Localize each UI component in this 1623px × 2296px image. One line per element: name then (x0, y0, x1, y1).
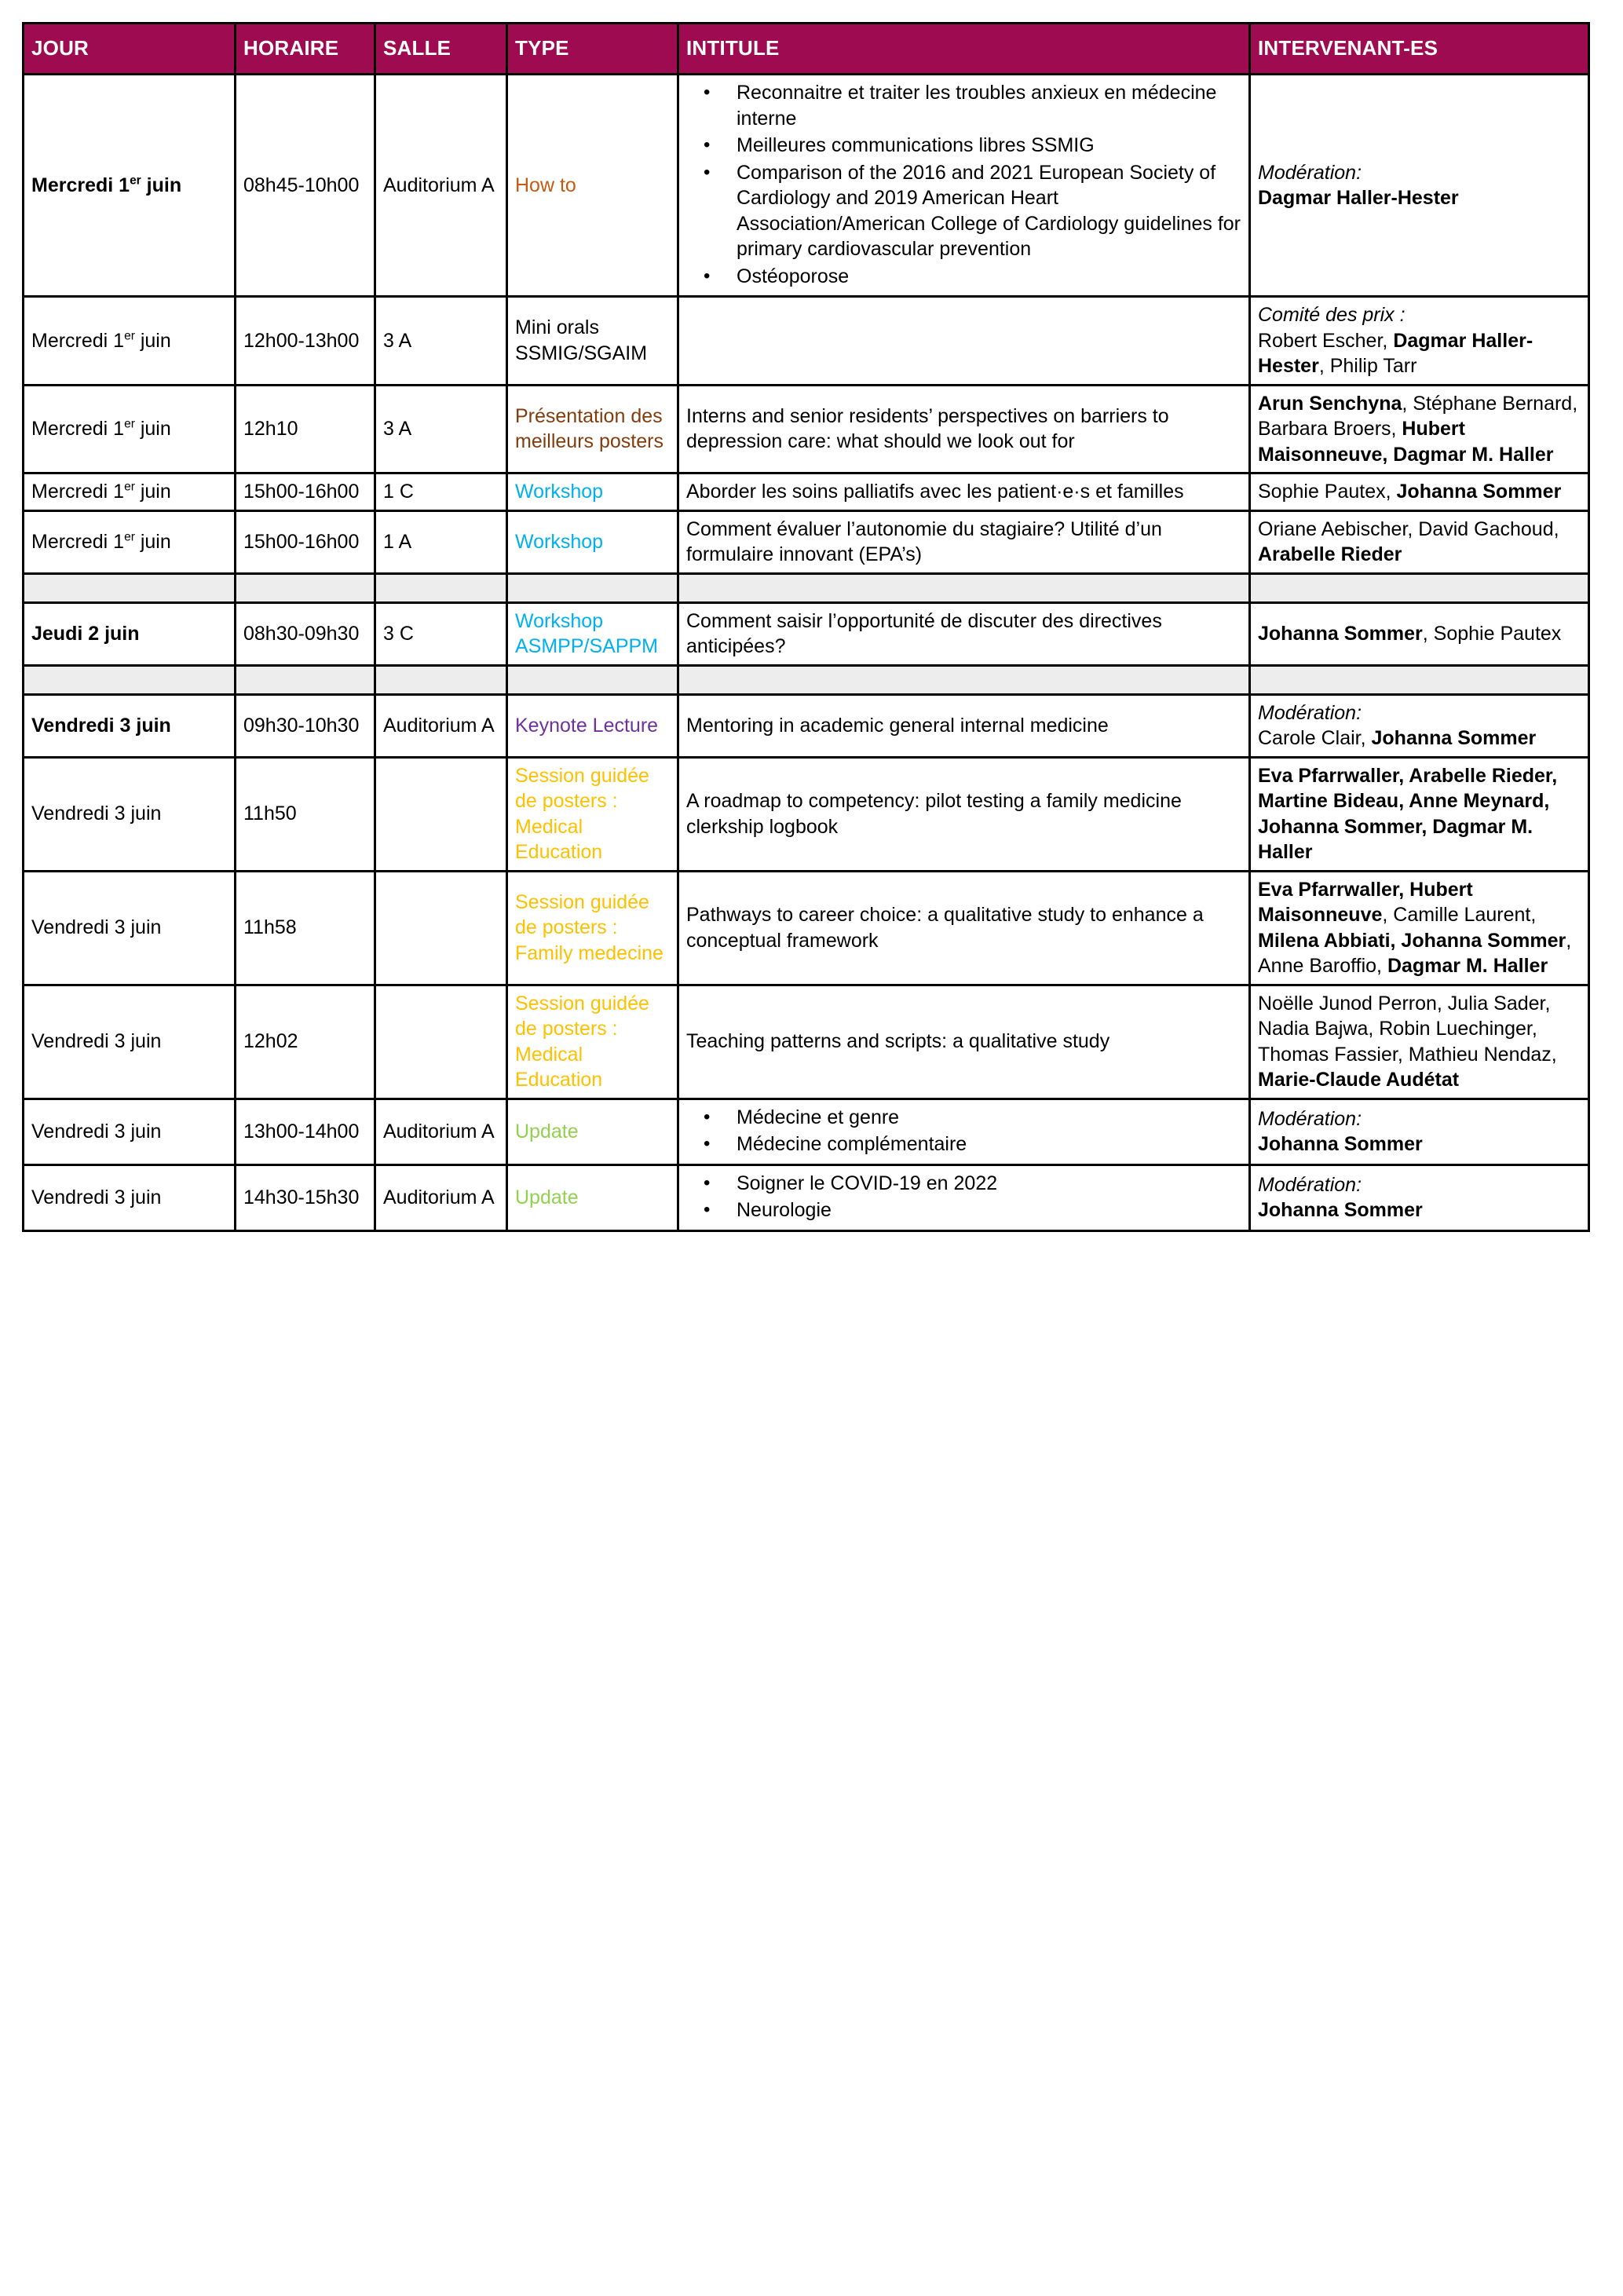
list-item: • Neurologie (737, 1197, 1242, 1223)
column-header-type: TYPE (507, 24, 678, 75)
cell-salle: 3 A (375, 385, 507, 473)
moderation-label: Modération: (1258, 701, 1362, 724)
column-header-salle: SALLE (375, 24, 507, 75)
cell-salle: Auditorium A (375, 1099, 507, 1164)
cell-jour: Vendredi 3 juin (24, 1099, 236, 1164)
cell-horaire: 11h58 (236, 871, 375, 985)
session-type-label: Update (515, 1186, 579, 1208)
cell-jour: Vendredi 3 juin (24, 871, 236, 985)
cell-salle: 3 A (375, 297, 507, 386)
session-type-label: How to (515, 174, 576, 196)
spacer-cell (24, 665, 236, 694)
cell-jour: Mercredi 1er juin (24, 510, 236, 573)
cell-intervenants (1250, 1099, 1589, 1164)
cell-intitule: Teaching patterns and scripts: a qualitative study (678, 985, 1250, 1099)
list-item: • Soigner le COVID-19 en 2022 (737, 1171, 1242, 1197)
session-type-label: Session guidée de posters : Medical Education (515, 764, 649, 863)
list-item: • Meilleures communications libres SSMIG (737, 133, 1242, 159)
cell-salle: 3 C (375, 602, 507, 665)
cell-intitule: Interns and senior residents’ perspectives on barriers to depression care: what should we look out for (678, 385, 1250, 473)
cell-jour: Vendredi 3 juin (24, 985, 236, 1099)
cell-intitule (678, 75, 1250, 297)
intervenants-names: Johanna Sommer, Sophie Pautex (1258, 622, 1562, 645)
cell-jour: Mercredi 1er juin (24, 385, 236, 473)
table-row (24, 297, 1589, 386)
intervenants-names: Dagmar Haller-Hester (1258, 187, 1459, 209)
table-row (24, 1164, 1589, 1230)
schedule-table (22, 22, 1590, 1232)
intervenants-names: Johanna Sommer (1258, 1199, 1423, 1221)
spacer-cell (678, 665, 1250, 694)
cell-type (507, 985, 678, 1099)
session-type-label: Mini orals SSMIG/SGAIM (515, 316, 648, 364)
cell-intervenants (1250, 757, 1589, 871)
intervenants-names: Arun Senchyna, Stéphane Bernard, Barbara Broers, Hubert Maisonneuve, Dagmar M. Haller (1258, 392, 1578, 466)
spacer-cell (375, 573, 507, 602)
table-row (24, 385, 1589, 473)
cell-jour: Vendredi 3 juin (24, 757, 236, 871)
cell-type (507, 510, 678, 573)
intervenants-names: Sophie Pautex, Johanna Sommer (1258, 481, 1562, 503)
intervenants-names: Eva Pfarrwaller, Hubert Maisonneuve, Camille Laurent, Milena Abbiati, Johanna Sommer, Anne Baroffio, Dagmar M. Haller (1258, 878, 1572, 977)
moderation-label: Modération: (1258, 1173, 1362, 1196)
cell-horaire: 14h30-15h30 (236, 1164, 375, 1230)
list-item: • Comparison of the 2016 and 2021 European Society of Cardiology and 2019 American Heart Association/American College of Cardiology guidelines for primary cardiovascular prevention (737, 160, 1242, 262)
intervenants-names: Noëlle Junod Perron, Julia Sader, Nadia Bajwa, Robin Luechinger, Thomas Fassier, Mathieu Nendaz, Marie-Claude Audétat (1258, 992, 1557, 1091)
spacer-cell (236, 665, 375, 694)
column-header-jour: JOUR (24, 24, 236, 75)
cell-intervenants (1250, 473, 1589, 511)
cell-jour: Vendredi 3 juin (24, 694, 236, 757)
intervenants-names: Robert Escher, Dagmar Haller-Hester, Philip Tarr (1258, 329, 1533, 377)
spacer-row (24, 665, 1589, 694)
intitule-bullet-list (686, 1171, 1242, 1223)
column-header-intervenants: INTERVENANT-ES (1250, 24, 1589, 75)
cell-intitule: Mentoring in academic general internal medicine (678, 694, 1250, 757)
table-row (24, 1099, 1589, 1164)
cell-intitule (678, 1099, 1250, 1164)
table-row (24, 602, 1589, 665)
intervenants-names: Oriane Aebischer, David Gachoud, Arabelle Rieder (1258, 517, 1559, 565)
cell-intitule: Aborder les soins palliatifs avec les patient·e·s et familles (678, 473, 1250, 511)
cell-intitule: A roadmap to competency: pilot testing a family medicine clerkship logbook (678, 757, 1250, 871)
cell-horaire: 12h00-13h00 (236, 297, 375, 386)
cell-horaire: 12h02 (236, 985, 375, 1099)
cell-type (507, 1164, 678, 1230)
session-type-label: Workshop (515, 530, 604, 553)
list-item: • Médecine complémentaire (737, 1132, 1242, 1157)
cell-salle (375, 757, 507, 871)
intitule-bullet-list (686, 80, 1242, 289)
session-type-label: Workshop (515, 481, 604, 503)
column-header-intitule: INTITULE (678, 24, 1250, 75)
table-row (24, 985, 1589, 1099)
table-row (24, 75, 1589, 297)
intervenants-names: Johanna Sommer (1258, 1133, 1423, 1155)
cell-intitule (678, 297, 1250, 386)
moderation-label: Modération: (1258, 1107, 1362, 1130)
header-row (24, 24, 1589, 75)
cell-jour: Mercredi 1er juin (24, 297, 236, 386)
cell-salle: Auditorium A (375, 694, 507, 757)
cell-jour: Mercredi 1er juin (24, 75, 236, 297)
session-type-label: Session guidée de posters : Medical Education (515, 992, 649, 1091)
cell-intervenants (1250, 694, 1589, 757)
cell-salle (375, 985, 507, 1099)
table-row (24, 871, 1589, 985)
cell-type (507, 75, 678, 297)
cell-intervenants (1250, 602, 1589, 665)
moderation-label: Modération: (1258, 161, 1362, 184)
cell-intitule: Comment saisir l’opportunité de discuter des directives anticipées? (678, 602, 1250, 665)
cell-type (507, 1099, 678, 1164)
cell-intervenants (1250, 510, 1589, 573)
cell-type (507, 757, 678, 871)
cell-jour: Vendredi 3 juin (24, 1164, 236, 1230)
cell-type (507, 297, 678, 386)
session-type-label: Workshop ASMPP/SAPPM (515, 609, 658, 657)
cell-intervenants (1250, 75, 1589, 297)
cell-intervenants (1250, 1164, 1589, 1230)
cell-type (507, 871, 678, 985)
cell-intervenants (1250, 985, 1589, 1099)
cell-type (507, 473, 678, 511)
cell-horaire: 13h00-14h00 (236, 1099, 375, 1164)
list-item: • Reconnaitre et traiter les troubles anxieux en médecine interne (737, 80, 1242, 131)
cell-type (507, 694, 678, 757)
cell-horaire: 15h00-16h00 (236, 473, 375, 511)
cell-horaire: 08h45-10h00 (236, 75, 375, 297)
schedule-table-container (22, 22, 1588, 1232)
cell-salle (375, 871, 507, 985)
spacer-cell (678, 573, 1250, 602)
cell-intitule: Pathways to career choice: a qualitative study to enhance a conceptual framework (678, 871, 1250, 985)
table-row (24, 757, 1589, 871)
list-item: • Médecine et genre (737, 1105, 1242, 1131)
session-type-label: Keynote Lecture (515, 714, 659, 737)
cell-intervenants (1250, 297, 1589, 386)
spacer-cell (375, 665, 507, 694)
cell-intervenants (1250, 871, 1589, 985)
table-body (24, 75, 1589, 1231)
spacer-cell (1250, 665, 1589, 694)
column-header-horaire: HORAIRE (236, 24, 375, 75)
table-header (24, 24, 1589, 75)
spacer-cell (24, 573, 236, 602)
cell-horaire: 08h30-09h30 (236, 602, 375, 665)
list-item: • Ostéoporose (737, 264, 1242, 290)
session-type-label: Présentation des meilleurs posters (515, 404, 663, 453)
cell-intitule: Comment évaluer l’autonomie du stagiaire? Utilité d’un formulaire innovant (EPA’s) (678, 510, 1250, 573)
cell-intitule (678, 1164, 1250, 1230)
table-row (24, 510, 1589, 573)
intervenants-names: Carole Clair, Johanna Sommer (1258, 727, 1537, 749)
cell-salle: Auditorium A (375, 1164, 507, 1230)
intervenants-names: Eva Pfarrwaller, Arabelle Rieder, Martine Bideau, Anne Meynard, Johanna Sommer, Dagmar M. Haller (1258, 764, 1558, 863)
cell-salle: 1 C (375, 473, 507, 511)
cell-horaire: 15h00-16h00 (236, 510, 375, 573)
table-row (24, 694, 1589, 757)
spacer-cell (236, 573, 375, 602)
cell-intervenants (1250, 385, 1589, 473)
spacer-cell (1250, 573, 1589, 602)
cell-type (507, 602, 678, 665)
cell-horaire: 12h10 (236, 385, 375, 473)
cell-horaire: 11h50 (236, 757, 375, 871)
spacer-cell (507, 665, 678, 694)
session-type-label: Session guidée de posters : Family medecine (515, 890, 663, 964)
cell-horaire: 09h30-10h30 (236, 694, 375, 757)
spacer-row (24, 573, 1589, 602)
intitule-bullet-list (686, 1105, 1242, 1157)
session-type-label: Update (515, 1120, 579, 1143)
table-row (24, 473, 1589, 511)
cell-jour: Jeudi 2 juin (24, 602, 236, 665)
spacer-cell (507, 573, 678, 602)
cell-type (507, 385, 678, 473)
cell-salle: 1 A (375, 510, 507, 573)
cell-salle: Auditorium A (375, 75, 507, 297)
moderation-label: Comité des prix : (1258, 304, 1406, 326)
cell-jour: Mercredi 1er juin (24, 473, 236, 511)
